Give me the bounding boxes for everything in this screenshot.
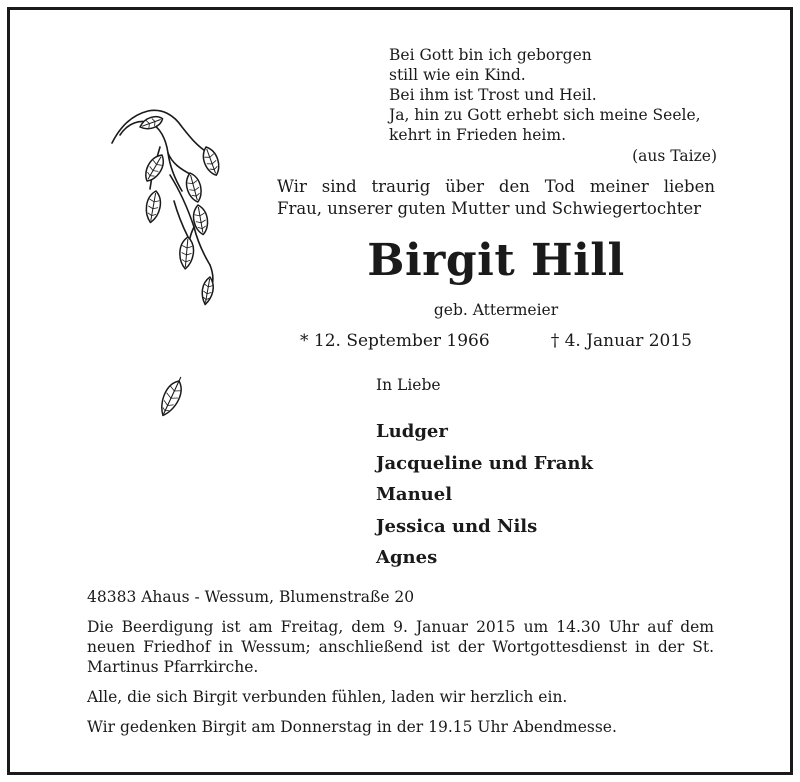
address: 48383 Ahaus - Wessum, Blumenstraße 20 <box>87 588 415 606</box>
mourner-name: Agnes <box>376 547 438 568</box>
mourner-name: Manuel <box>376 484 453 505</box>
poem-line: still wie ein Kind. <box>389 66 526 84</box>
poem-line: Bei Gott bin ich geborgen <box>389 46 592 64</box>
birth-name: geb. Attermeier <box>433 301 559 319</box>
falling-leaf-icon <box>155 375 191 429</box>
birch-branch-icon <box>110 105 240 320</box>
poem-line: kehrt in Frieden heim. <box>389 126 567 144</box>
mourner-name: Jacqueline und Frank <box>376 452 593 474</box>
mourners-list <box>376 416 593 574</box>
poem-block <box>389 45 717 166</box>
mourner-name: Ludger <box>376 421 448 442</box>
poem-line: Bei ihm ist Trost und Heil. <box>389 86 597 104</box>
intro-line-2: Frau, unserer guten Mutter und Schwiegertochter <box>277 199 702 218</box>
poem-line: Ja, hin zu Gott erhebt sich meine Seele, <box>389 106 701 124</box>
deceased-name: Birgit Hill <box>367 235 625 286</box>
birth-date: * 12. September 1966 <box>300 331 490 351</box>
memorial-mass: Wir gedenken Birgit am Donnerstag in der 19.15 Uhr Abendmesse. <box>87 718 617 736</box>
mourners-heading: In Liebe <box>376 376 441 394</box>
footer-block <box>87 587 714 737</box>
intro-line-1: Wir sind traurig über den Tod meiner lieben <box>277 177 715 196</box>
mourner-name: Jessica und Nils <box>376 515 538 537</box>
death-date: † 4. Januar 2015 <box>550 331 692 351</box>
invitation: Alle, die sich Birgit verbunden fühlen, laden wir herzlich ein. <box>87 688 568 706</box>
funeral-info: Die Beerdigung ist am Freitag, dem 9. Januar 2015 um 14.30 Uhr auf dem neuen Friedhof in Wessum; anschließend ist der Wortgottesdienst in der St. Martinus Pfarrkirche. <box>87 618 714 676</box>
intro-text <box>277 176 715 220</box>
poem-source: (aus Taize) <box>632 147 717 165</box>
